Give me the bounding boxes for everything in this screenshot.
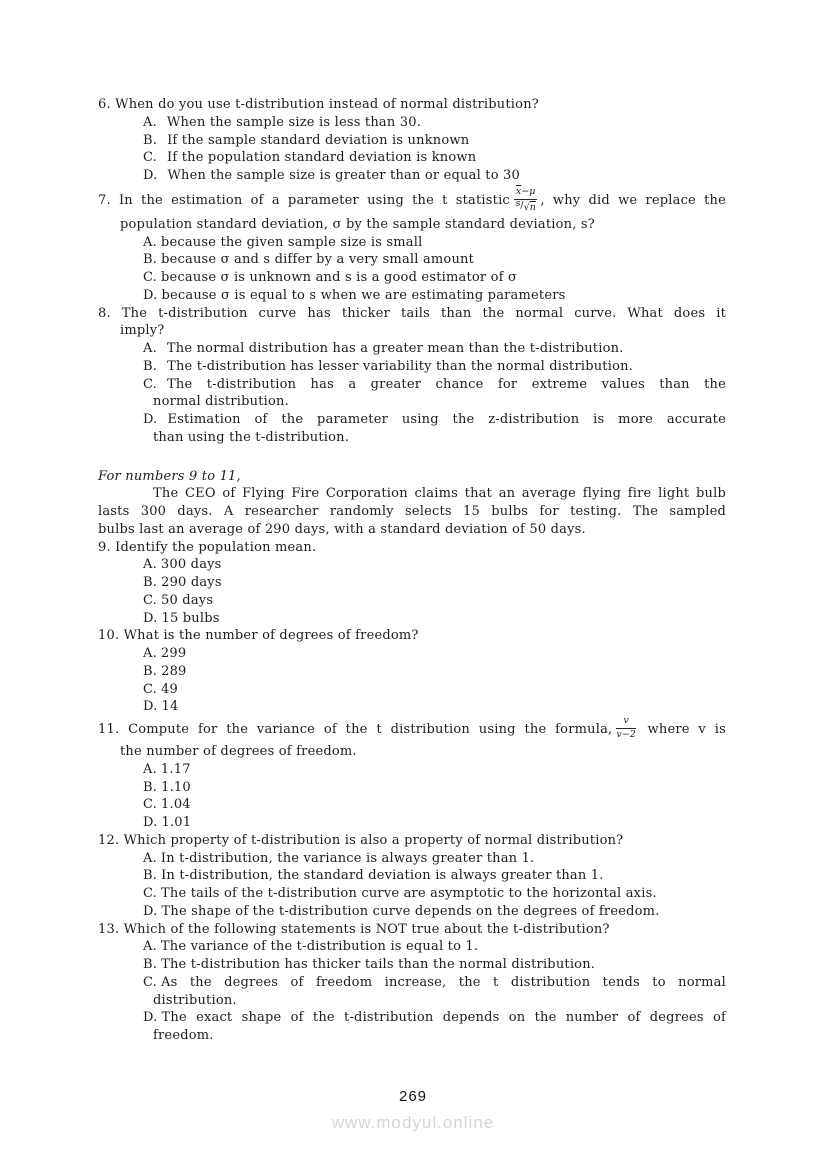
option bbox=[143, 796, 726, 814]
question-12 bbox=[98, 832, 726, 921]
option-letter: A. bbox=[143, 114, 157, 130]
option-text: because σ is unknown and s is a good estimator of σ bbox=[161, 270, 518, 285]
question-7-text-before: 7. In the estimation of a parameter using the t statistic bbox=[98, 192, 510, 208]
formula-denominator: s/√n bbox=[515, 197, 536, 213]
option-letter: C. bbox=[143, 886, 158, 901]
option bbox=[143, 698, 726, 716]
question-13 bbox=[98, 921, 726, 1045]
option-text: because σ and s differ by a very small amount bbox=[161, 252, 475, 268]
formula-numerator: v bbox=[616, 716, 635, 729]
option bbox=[143, 574, 726, 592]
option bbox=[143, 149, 726, 167]
option-text: Estimation of the parameter using the z-distribution is more accurate bbox=[167, 412, 726, 427]
option bbox=[143, 358, 726, 376]
option-letter: A. bbox=[143, 557, 157, 573]
question-12-options bbox=[143, 850, 726, 921]
option-text: The variance of the t-distribution is equal to 1. bbox=[160, 939, 479, 955]
option bbox=[143, 287, 726, 305]
question-7-text-after: , why did we replace the bbox=[540, 192, 726, 208]
option bbox=[143, 556, 726, 574]
question-6 bbox=[98, 96, 726, 185]
option-letter: C. bbox=[143, 974, 158, 990]
option-letter: B. bbox=[143, 132, 158, 148]
question-9 bbox=[98, 539, 726, 628]
option-letter: B. bbox=[143, 358, 158, 374]
option bbox=[143, 663, 726, 681]
option-text: 289 bbox=[161, 663, 187, 679]
option-text: The shape of the t-distribution curve depends on the degrees of freedom. bbox=[161, 903, 660, 919]
option-text: 300 days bbox=[160, 557, 222, 573]
option bbox=[143, 114, 726, 132]
option-text-line2: than using the t-distribution. bbox=[153, 429, 350, 445]
formula-denominator: v−2 bbox=[616, 729, 636, 740]
option-letter: A. bbox=[143, 850, 157, 866]
page-number: 269 bbox=[398, 1088, 428, 1105]
option bbox=[143, 885, 726, 903]
option bbox=[143, 956, 726, 974]
option-letter: D. bbox=[143, 815, 158, 830]
option-letter: A. bbox=[143, 761, 157, 777]
option-letter: D. bbox=[143, 168, 158, 183]
option-text: 1.10 bbox=[161, 779, 191, 795]
option-text: The exact shape of the t-distribution depends on the number of degrees of bbox=[161, 1010, 726, 1026]
section-intro: For numbers 9 to 11, bbox=[98, 468, 241, 484]
option bbox=[143, 681, 726, 699]
passage bbox=[98, 485, 726, 538]
option-text: The normal distribution has a greater mean than the t-distribution. bbox=[166, 341, 624, 356]
option-letter: A. bbox=[143, 646, 157, 661]
option-letter: A. bbox=[143, 234, 157, 250]
question-8-text: 8. The t-distribution curve has thicker tails than the normal curve. What does it bbox=[98, 305, 726, 321]
option-text: 14 bbox=[161, 699, 179, 715]
question-10-text: 10. What is the number of degrees of freedom? bbox=[98, 628, 419, 644]
option-letter: B. bbox=[143, 252, 158, 268]
option-letter: B. bbox=[143, 868, 158, 884]
option bbox=[143, 867, 726, 885]
question-11-text-before: 11. Compute for the variance of the t distribution using the formula, bbox=[98, 722, 613, 737]
question-8-options bbox=[143, 340, 726, 447]
passage-line: The CEO of Flying Fire Corporation claims that an average flying fire light bulb bbox=[153, 486, 726, 502]
option bbox=[143, 251, 726, 269]
question-11-text-after: where v is bbox=[638, 722, 727, 737]
option-letter: B. bbox=[143, 663, 158, 679]
option-letter: D. bbox=[143, 699, 158, 715]
option bbox=[143, 779, 726, 797]
option bbox=[143, 761, 726, 779]
option-text: The t-distribution has lesser variability than the normal distribution. bbox=[167, 358, 634, 374]
option-letter: D. bbox=[143, 1010, 158, 1026]
option bbox=[143, 340, 726, 358]
question-11 bbox=[98, 716, 726, 832]
option-text: If the population standard deviation is known bbox=[167, 150, 477, 166]
t-statistic-formula bbox=[514, 187, 538, 212]
option bbox=[143, 132, 726, 150]
question-9-options bbox=[143, 556, 726, 627]
option-text: The t-distribution has a greater chance for extreme values than the bbox=[167, 376, 726, 392]
option-text: 290 days bbox=[161, 575, 222, 590]
option-text: 299 bbox=[160, 646, 187, 661]
option-text: 1.17 bbox=[160, 761, 191, 777]
option-letter: C. bbox=[143, 376, 158, 392]
option-text: When the sample size is greater than or equal to 30 bbox=[167, 168, 520, 183]
question-6-text: 6. When do you use t-distribution instead of normal distribution? bbox=[98, 97, 539, 112]
option-text: In t-distribution, the variance is always greater than 1. bbox=[160, 850, 535, 866]
question-7 bbox=[98, 185, 726, 305]
option-letter: B. bbox=[143, 779, 158, 795]
option bbox=[143, 610, 726, 628]
option-letter: B. bbox=[143, 575, 158, 590]
question-10 bbox=[98, 627, 726, 716]
question-9-text: 9. Identify the population mean. bbox=[98, 539, 317, 555]
option-text: 49 bbox=[161, 681, 178, 697]
option-text: because the given sample size is small bbox=[160, 234, 423, 250]
option-text: 1.01 bbox=[161, 815, 192, 830]
option bbox=[143, 167, 726, 185]
question-13-options bbox=[143, 938, 726, 1045]
option-letter: D. bbox=[143, 287, 158, 303]
question-11-text bbox=[98, 716, 726, 743]
option bbox=[143, 645, 726, 663]
passage-line: lasts 300 days. A researcher randomly selects 15 bulbs for testing. The sampled bbox=[98, 504, 726, 519]
passage-line: bulbs last an average of 290 days, with a standard deviation of 50 days. bbox=[98, 521, 586, 537]
option-text: because σ is equal to s when we are estimating parameters bbox=[161, 287, 566, 303]
question-11-options bbox=[143, 761, 726, 832]
option-text-line2: normal distribution. bbox=[153, 394, 289, 410]
option-letter: C. bbox=[143, 270, 158, 285]
option-text-line2: freedom. bbox=[153, 1028, 214, 1043]
option bbox=[143, 234, 726, 252]
option bbox=[143, 411, 726, 447]
option-text: 50 days bbox=[161, 592, 214, 608]
option-letter: B. bbox=[143, 957, 158, 972]
option-text: If the sample standard deviation is unknown bbox=[167, 132, 470, 148]
sqrt-n: √n bbox=[523, 201, 536, 213]
option-letter: C. bbox=[143, 797, 158, 813]
option-letter: C. bbox=[143, 150, 158, 166]
option bbox=[143, 903, 726, 921]
option bbox=[143, 376, 726, 412]
option-letter: D. bbox=[143, 610, 158, 626]
question-10-options bbox=[143, 645, 726, 716]
formula-numerator: $\overline{x}-\mu$ bbox=[514, 187, 538, 200]
option bbox=[143, 974, 726, 1010]
option-letter: D. bbox=[143, 903, 158, 919]
option-letter: C. bbox=[143, 681, 158, 697]
option bbox=[143, 269, 726, 287]
option-letter: D. bbox=[143, 412, 158, 427]
question-8-text-line2: imply? bbox=[120, 323, 165, 339]
option-text-line2: distribution. bbox=[153, 992, 237, 1008]
question-7-text bbox=[98, 185, 726, 216]
question-13-text: 13. Which of the following statements is NOT true about the t-distribution? bbox=[98, 921, 610, 937]
option bbox=[143, 814, 726, 832]
question-8 bbox=[98, 305, 726, 447]
option-letter: C. bbox=[143, 592, 158, 608]
question-12-text: 12. Which property of t-distribution is also a property of normal distribution? bbox=[98, 832, 624, 848]
option-text: As the degrees of freedom increase, the t distribution tends to normal bbox=[161, 974, 726, 990]
question-6-options bbox=[143, 114, 726, 185]
option-text: The t-distribution has thicker tails than the normal distribution. bbox=[161, 957, 596, 972]
question-11-text-line2: the number of degrees of freedom. bbox=[120, 744, 357, 759]
option-text: In t-distribution, the standard deviation is always greater than 1. bbox=[161, 868, 604, 884]
question-7-text-line2: population standard deviation, σ by the sample standard deviation, s? bbox=[120, 216, 595, 232]
option bbox=[143, 938, 726, 956]
option-text: The tails of the t-distribution curve are asymptotic to the horizontal axis. bbox=[161, 886, 657, 901]
option-text: 1.04 bbox=[161, 797, 191, 813]
option bbox=[143, 850, 726, 868]
option-letter: A. bbox=[143, 341, 157, 356]
option bbox=[143, 1009, 726, 1045]
option-letter: A. bbox=[143, 939, 157, 955]
page-footer bbox=[0, 1088, 826, 1132]
variance-formula bbox=[616, 716, 635, 741]
watermark: www.modyul.online bbox=[331, 1112, 495, 1132]
question-7-options bbox=[143, 234, 726, 305]
option bbox=[143, 592, 726, 610]
option-text: 15 bulbs bbox=[161, 610, 220, 626]
option-text: When the sample size is less than 30. bbox=[166, 114, 422, 130]
x-bar: $\overline{x}$ bbox=[515, 185, 522, 197]
